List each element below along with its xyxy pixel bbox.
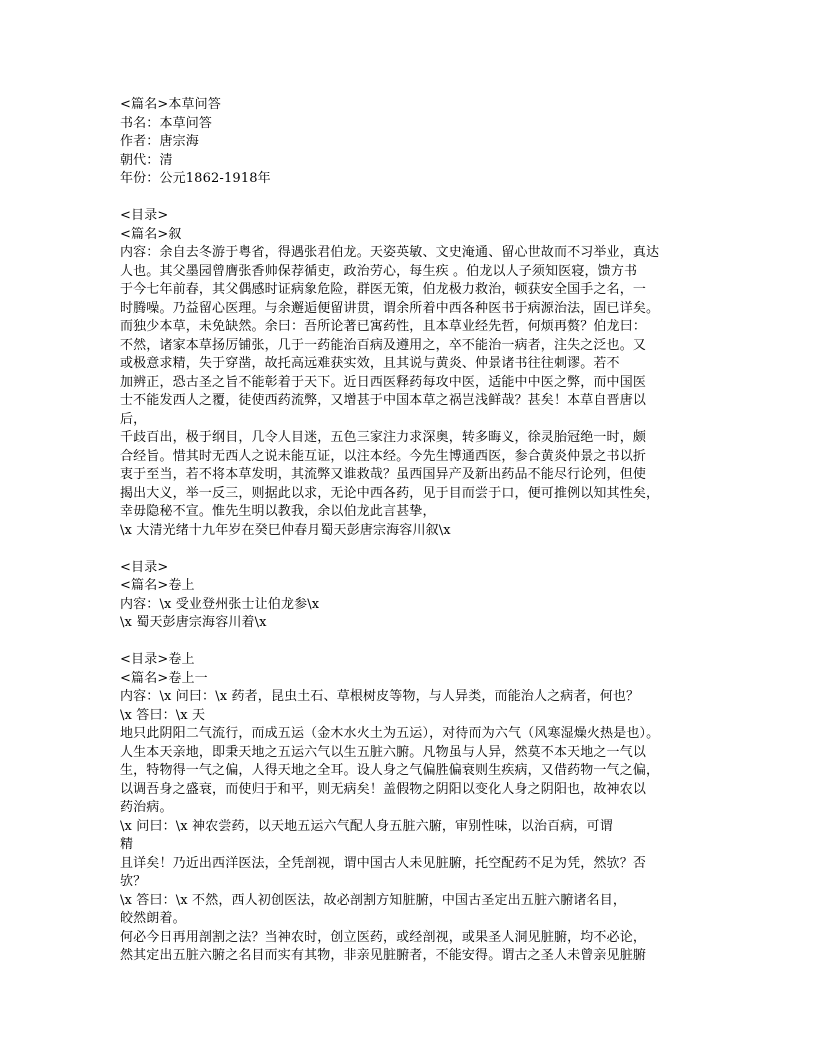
body-line: 人也。其父墨园曾膺张香帅保荐循吏，政治劳心，每生疾 。伯龙以人子须知医寝，馈方书: [120, 263, 638, 279]
body-line: 内容：\x 受业登州张士让伯龙参\x: [120, 596, 320, 612]
spacer: [120, 189, 696, 208]
piece-tag: <篇名>叙: [120, 226, 182, 242]
body-line: 士不能发西人之覆，徒使西药流弊，又增甚于中国本草之祸岂浅鲜哉？甚矣！本草自晋唐以: [120, 393, 647, 408]
body-line: 以调吾身之盛衰，而使归于和平，则无病矣！盖假物之阴阳以变化人身之阴阳也，故神农以: [120, 781, 647, 797]
piece-tag: <篇名>卷上一: [120, 670, 208, 686]
body-line: 不然，诸家本草扬厉铺张，几于一药能治百病及遵用之，卒不能治一病者，注失之泛也。又: [120, 337, 647, 353]
body-line: 内容：\x 问曰：\x 药者，昆虫土石、草根树皮等物，与人异类，而能治人之病者，何也？: [120, 689, 640, 704]
body-line: 精: [120, 837, 134, 852]
toc-tag: <目录>: [120, 208, 169, 223]
body-line: 内容：余自去冬游于粤省，得遇张君伯龙。天姿英敏、文史淹通、留心世故而不习举业，真达: [120, 245, 660, 260]
body-line: 而独少本草，未免缺然。余曰：吾所论著已寓药性，且本草业经先哲，何烦再赘？伯龙曰：: [120, 319, 647, 334]
body-line: 千歧百出，极于纲目，几令人目迷，五色三家注力求深奥，转多晦义，徐灵胎冠绝一时，颇: [120, 430, 647, 445]
body-line: 且详矣！乃近出西洋医法，全凭剖视，谓中国古人未见脏腑，托空配药不足为凭，然欤？否: [120, 855, 647, 871]
body-line: 揭出大义，举一反三，则据此以求，无论中西各药，见于目而尝于口，便可推例以知其性矣，: [120, 485, 660, 501]
body-line: 或极意求精，失于穿凿，故托高远难获实效，且其说与黄炎、仲景诸书往往刺谬。若不: [120, 356, 620, 371]
body-line: 加辨正，恐古圣之旨不能彰着于天下。近日西医释药每攻中医，适能中中医之弊，而中国医: [120, 374, 647, 390]
body-line: 合经旨。惜其时无西人之说未能互证，以注本经。今先生博通西医，参合黄炎仲景之书以折: [120, 448, 647, 464]
body-line: 何必今日再用剖割之法？当神农时，创立医药，或经剖视，或果圣人洞见脏腑，均不必论，: [120, 929, 647, 945]
volume-body: [120, 596, 696, 633]
spacer: [120, 633, 696, 652]
volume-one-body: [120, 688, 696, 966]
body-line: \x 蜀天彭唐宗海容川着\x: [120, 615, 267, 630]
spacer: [120, 540, 696, 559]
body-line: 地只此阴阳二气流行，而成五运（金木水火土为五运），对待而为六气（风寒湿燥火热是也）。: [120, 726, 660, 741]
document-page: [120, 96, 696, 966]
body-line: 幸毋隐秘不宣。惟先生明以教我，余以伯龙此言甚挚，: [120, 504, 436, 519]
body-line: 欤？: [120, 874, 147, 889]
body-line: 衷于至当，若不将本草发明，其流弊又谁救哉？虽西国异产及新出药品不能尽行论列，但使: [120, 467, 647, 482]
author-line: 作者：唐宗海: [120, 134, 199, 149]
body-line: 于今七年前春，其父偶感时证病象危险，群医无策，伯龙极力救治，顿获安全国手之名，一: [120, 282, 647, 297]
body-line: \x 答曰：\x 不然，西人初创医法，故必剖割方知脏腑，中国古圣定出五脏六腑诸名目，: [120, 892, 626, 908]
piece-name-line: <篇名>本草问答: [120, 97, 221, 112]
body-line: 药治病。: [120, 800, 173, 815]
body-line: 皎然朗着。: [120, 911, 186, 926]
book-name-line: 书名：本草问答: [120, 115, 213, 131]
toc-tag: <目录>卷上: [120, 652, 195, 667]
body-line: 人生本天亲地，即秉天地之五运六气以生五脏六腑。凡物虽与人异，然莫不本天地之一气以: [120, 744, 647, 760]
body-line: \x 大清光绪十九年岁在癸巳仲春月蜀天彭唐宗海容川叙\x: [120, 522, 451, 538]
body-line: 后，: [120, 411, 147, 427]
body-line: 生，特物得一气之偏，人得天地之全耳。设人身之气偏胜偏衰则生疾病，又借药物一气之偏，: [120, 763, 660, 778]
body-line: \x 问曰：\x 神农尝药，以天地五运六气配人身五脏六腑，审别性味，以治百病，可谓: [120, 818, 613, 834]
body-line: \x 答曰：\x 天: [120, 707, 206, 723]
preface-body: [120, 244, 696, 540]
piece-tag: <篇名>卷上: [120, 578, 195, 593]
years-line: 年份：公元1862-1918年: [120, 171, 271, 186]
body-line: 时腾噪。乃益留心医理。与余邂逅便留讲贯，谓余所着中西各种医书于病源治法，固已详矣。: [120, 300, 660, 316]
body-line: 然其定出五脏六腑之名目而实有其物，非亲见脏腑者，不能安得。谓古之圣人未曾亲见脏腑: [120, 948, 647, 963]
dynasty-line: 朝代：清: [120, 152, 173, 168]
toc-tag: <目录>: [120, 559, 169, 575]
